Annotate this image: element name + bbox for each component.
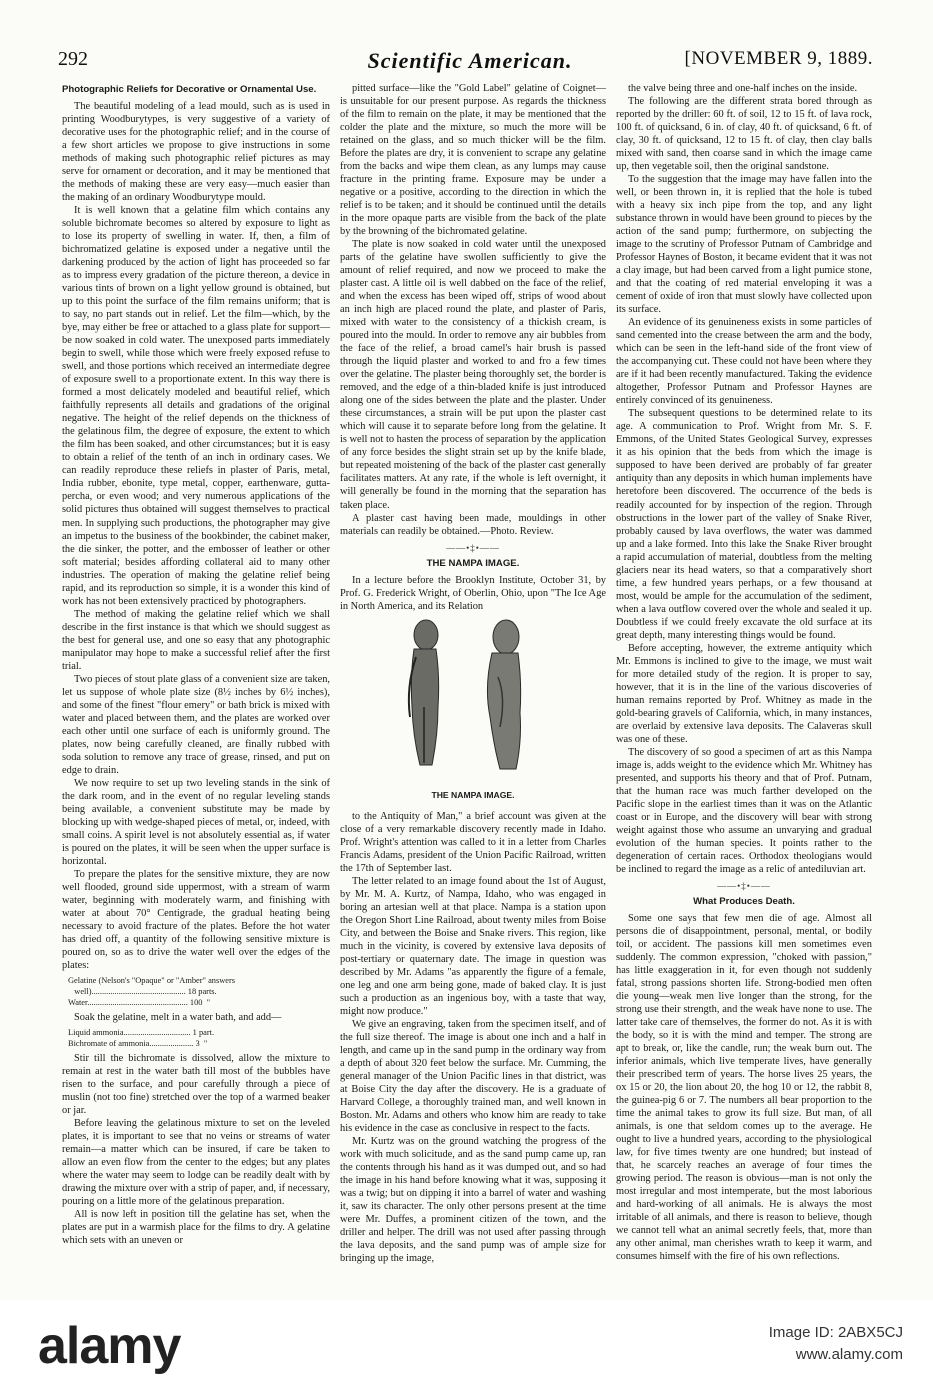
paragraph: The method of making the gelatine relief which we shall describe in the first instance is that which we should suggest as the best for general use, and one so easy that any photographic manipulator may hope to make a successful relief after the first trial. [62,608,330,672]
image-id-label: Image ID: 2ABX5CJ [768,1324,903,1341]
paragraph: Before accepting, however, the extreme antiquity which Mr. Emmons is inclined to give to the image, we must wait for more detailed study of the region. It is proper to say, however, that it is in the line of the various discoveries of human remains reported by Prof. Whitney as made in the gold-bearing gravels of California, which, in many instances, are overlaid by extensive lava deposits. The Calaveras skull was one of these. [616,642,872,745]
paragraph: Stir till the bichromate is dissolved, allow the mixture to remain at rest in the water bath till most of the bubbles have risen to the surface, and pour carefully through a piece of muslin (not too fine) stretched over the top of a warmed beaker or jar. [62,1053,330,1117]
article-heading-photographic-reliefs: Photographic Reliefs for Decorative or Ornamental Use. [62,84,317,95]
paragraph: An evidence of its genuineness exists in some particles of sand cemented into the crease between the arm and the body, which can be seen in the left-hand side of the front view of the accompanying cut. These could not have been where they are if it had been recently manufactured. Taking the evidence altogether, Professor Putnam and Professor Haynes are entirely convinced of its genuineness. [616,317,872,407]
stock-watermark-bar [0,1300,933,1390]
paragraph: It is well known that a gelatine film which contains any soluble bichromate becomes so altered by exposure to light as to lose its property of swelling in water. If, then, a film of bichromatized gelatine is exposed under a negative until the darkening produced by the action of light has proceeded so far as to impress every gradation of the picture thereon, a device in various tints of brown on a light yellow ground is obtained, but up to this point the surface of the film remains uniform; that is to say, no part stands out in relief. Let the film—which, by the bye, may either be free or attached to a glass plate for support—be now soaked in cold water. The unexposed parts immediately begin to swell, while those which were freely exposed refuse to swell, and those portions which received an intermediate degree of exposure swell to a proportionate extent. In this way there is formed a most delicately modeled and beautiful relief, which faithfully represents all details and gradations of the original negative. The height of the relief depends on the thickness of the gelatinous film, the degree of exposure, the extent to which the film has been soaked, and other circumstances; but it is easy to obtain a relief of the tenth of an inch in ordinary cases. We can readily reproduce these reliefs in plaster of Paris, metal, India rubber, ebonite, type metal, copper, earthenware, gutta-percha, or even wood; and very numerous applications of the solid pictures thus obtained will suggest themselves to practical men. In supplying such productions, the photographer may give an impetus to the business of the bookbinder, the cabinet maker, the die sinker, the potter, and the embosser of leather or other soft material; besides affording collateral aid to many other industries. The operation of making the gelatine relief being rapid, and its reproduction so simple, it is a wonder this kind of work has not been extensively practiced by photographers. [62,205,330,607]
figurine-front-view [409,620,439,765]
paragraph: the valve being three and one-half inches on the inside. [628,83,858,94]
formula-line: Liquid ammonia................................ 1 part. [68,1028,215,1038]
figure-caption: THE NAMPA IMAGE. [431,789,515,800]
column-2 [340,82,606,1265]
paragraph: to the Antiquity of Man," a brief account was given at the close of a very remarkable discovery recently made in Idaho. Prof. Wright's attention was called to it in a letter from Charles Francis Adams, president of the Union Pacific Railroad, written the 17th of September last. [340,810,606,874]
paragraph: A plaster cast having been made, mouldings in other materials can readily be obtained.—Photo. Review. [340,512,606,537]
watermark-info [769,1322,903,1366]
formula-line: well)............................................. 18 parts. [68,987,217,997]
paragraph: Mr. Kurtz was on the ground watching the progress of the work with much solicitude, and as the sand pump came up, ran the contents through his hand as it was dumped out, and so had the image in his hand before knowing what it was, supposing it was a twig; but on dipping it into a barrel of water and washing it, saw its character. The only other persons present at the time were Mr. Duffes, a prominent citizen of the town, and the driller and helper. The drill was not used after passing through the lava deposits, and the sand pump was of ample size for bringing up the image, [340,1136,606,1265]
alamy-logo: alamy [38,1317,181,1375]
paragraph: The subsequent questions to be determined relate to its age. A communication to Prof. Wright from Mr. S. F. Emmons, of the United States Geological Survey, expresses it as his opinion that the beds from which the image is supposed to have been derived are probably of far greater antiquity than any deposits in which human implements have heretofore been discovered. The occurrence of the beds is readily accounted for by inspection of the region. Through obstructions in the lower part of the valley of Snake River, probably caused by lava overflows, the water was dammed up and a lake formed. Into this lake the Snake River brought a rapid accumulation of material, doubtless from the melting glaciers near its head waters, so that a comparatively short time, a few hundred years perhaps, or a few thousand at most, would be ample for the accumulation of the sediment, when a lava outflow covered over the whole and sealed it up. Doubtless if we could freely excavate the old surface at its great depth, many interesting things would be found. [616,408,872,641]
formula-line: Gelatine (Nelson's "Opaque" or "Amber" answers [68,976,236,986]
site-url: www.alamy.com [795,1346,903,1363]
issue-date: [NOVEMBER 9, 1889. [684,48,873,69]
paragraph: To the suggestion that the image may have fallen into the well, or been thrown in, it is replied that the hole is tubed with a heavy six inch pipe from the top, and any light substance thrown in would have been ground to pieces by the action of the sand pump; furthermore, on subjecting the image to the scrutiny of Professor Putnam of Cambridge and Professor Haynes of Boston, it became evident that it was not a clay image, but had been carved from a light pumice stone, and that the coating of red material enveloping it was a cement of oxide of iron that must slowly have collected upon its surface. [616,174,872,316]
paragraph: All is now left in position till the gelatine has set, when the plates are put in a warmish place for the films to dry. A gelatine which sets with an uneven or [62,1209,330,1247]
page-number: 292 [58,48,88,70]
column-3 [616,82,872,1263]
paragraph: Soak the gelatine, melt in a water bath, and add— [74,1012,282,1024]
paragraph: The discovery of so good a specimen of art as this Nampa image is, adds weight to the evidence which Mr. Whitney has presented, and supports his theory and that of Prof. Putnam, that the human race was much farther developed on the Pacific slope in the earliest times than it was on the Atlantic coast or in Europe, and the discovery will bear with strong weight against those who assume an unvarying and gradual evolution of the human species. It points rather to the degeneration of certain races. Orthodox theologians would be inclined to regard the image as a relic of antediluvian art. [616,746,872,875]
paragraph: We give an engraving, taken from the specimen itself, and of the full size thereof. The image is about one inch and a half in length, and came up in the sand pump in the ordinary way from a depth of about 320 feet below the surface. Mr. Cumming, the general manager of the Union Pacific lines in that district, was at Boise City the day after the discovery. He is a graduate of Harvard College, a thoroughly trained man, and well known in Boston. Mr. Adams and others who know him are ready to take his evidence in the case as conclusive in respect to the facts. [340,1018,606,1134]
paragraph: pitted surface—like the "Gold Label" gelatine of Coignet—is unsuitable for our present purpose. As regards the thickness of the film to remain on the plate, it may be mentioned that the colder the plate and the mixture, so much the more will be retained on the glass, and so much thicker will be the film. Before the plates are dry, it is convenient to scrape any gelatine from the backs and wipe them clean, as any lumps may cause fracture in the printing frame. Exposure may be under a negative or a positive, according to the direction in which the relief is to be taken; and it should be continued until the details in the more opaque parts are visible from the back of the plate by the browning of the bichromated gelatine. [340,83,606,238]
paragraph: Before leaving the gelatinous mixture to set on the leveled plates, it is important to see that no veins or streams of water remain—a matter which can be insured, if care be taken to allow an even flow from the center to the edges; but any plates where the water may seem to lodge can be readily dealt with by drawing the mixture over with a strip of paper, and, if necessary, pouring on a little more of the gelatinous preparation. [62,1118,330,1208]
masthead-title: Scientific American. [367,48,573,73]
paragraph: The beautiful modeling of a lead mould, such as is used in printing Woodburytypes, is very suggestive of a variety of decorative uses for the photographic relief; and in the course of a few short articles we propose to give instructions in some methods of making such photographic relief pictures as may serve for ornament or decoration, and it may be mentioned that the methods of making these are very easy—much easier than the making of an ordinary Woodburytype mould. [62,101,330,204]
column-1 [62,82,330,1247]
article-heading-nampa-image: THE NAMPA IMAGE. [426,557,520,569]
section-divider: ——•‡•—— [717,880,771,891]
paragraph: In a lecture before the Brooklyn Institute, October 31, by Prof. G. Frederick Wright, of Oberlin, Ohio, upon "The Ice Age in North America, and its Relation [340,574,606,612]
paragraph: Two pieces of stout plate glass of a convenient size are taken, let us suppose of whole plate size (8½ inches by 6½ inches), and some of the finest "flour emery" or bath brick is mixed with water and placed between them, and the plates are worked over each other until one surface of each is uniformly ground. The plates, now being carefully cleaned, are finally rubbed with soda solution to remove any trace of grease, rinsed, and put on edge to drain. [62,673,330,776]
paragraph: To prepare the plates for the sensitive mixture, they are now well flooded, ground side uppermost, with a stream of warm water, beginning with moderately warm, and finishing with water at about 70° Centigrade, the gradual heating being necessary to avoid fracture of the plates. Before the hot water has dried off, a quantity of the following sensitive mixture is poured on, so as to drive the water well over the edges of the plates: [62,868,330,972]
paragraph: The letter related to an image found about the 1st of August, by Mr. M. A. Kurtz, of Nampa, Idaho, who was engaged in boring an artesian well at that place. Nampa is a station upon the Oregon Short Line Railroad, about twenty miles from Boise City, and between the Boise and Snake rivers. This region, like much in the vicinity, is covered by extensive lava deposits of post-tertiary or quaternary date. The image in question was described by Mr. Adams "as apparently the figure of a female, one leg and one arm being gone, made of baked clay. It is just such a production as an ingenious boy, with a taste that way, might now produce." [340,875,606,1017]
article-heading-what-produces-death: What Produces Death. [693,895,795,907]
paragraph: Some one says that few men die of age. Almost all persons die of disappointment, personal, mental, or bodily toil, or accident. The passions kill men sometimes even suddenly. The common expression, "choked with passion," has little exaggeration in it, for even though not suddenly fatal, strong passions shorten life. Strong-bodied men often die young—weak men live longer than the strong, for the strong use their strength, and the weak have none to use. The latter take care of themselves, the former do not. As it is with the body, so it is with the mind and temper. The strong are apt to break, or, like the candle, run; the weak burn out. The inferior animals, which live temperate lives, have generally their prescribed term of years. The horse lives 25 years, the ox 15 or 20, the lion about 20, the hog 10 or 12, the rabbit 8, the guinea-pig 6 or 7. The numbers all bear proportion to the time the animal takes to grow its full size. But man, of all animals, is one that seldom comes up to the average. He ought to live a hundred years, according to the physiological law, for five times twenty are one hundred; but instead of that, he scarcely reaches an average of four times the growing period. The reason is obvious—man is not only the most irregular and most intemperate, but the most laborious and hard-working of all animals. He is always the most irritable of all animals, and there is reason to believe, though we cannot tell what an animal secretly feels, that, more than any other animal, man cherishes wrath to keep it warm, and consumes himself with the fire of his own reflections. [616,912,872,1263]
formula-ammonia [62,1027,330,1049]
formula-gelatine [62,975,330,1008]
nampa-figurine-illustration [380,617,560,785]
nampa-image-engraving [340,617,606,787]
figurine-side-view [487,620,520,769]
paragraph: We now require to set up two leveling stands in the sink of the dark room, and in the event of no regular leveling stands being available, a convenient substitute may be made by blocking up with wedge-shaped pieces of metal, or, indeed, with small coins. A spirit level is not absolutely essential as, if water is poured on the plates, it will be seen when the upper surface is horizontal. [62,777,330,867]
formula-line: Water................................................ 100 " [68,998,211,1008]
section-divider: ——•‡•—— [446,542,500,553]
paragraph: The following are the different strata bored through as reported by the driller: 60 ft. of soil, 12 to 15 ft. of lava rock, 100 ft. of quicksand, 6 in. of clay, 40 ft. of quicksand, 6 ft. of clay, 30 ft. of quicksand, 12 to 15 ft. of clay, then clay balls mixed with sand, then coarse sand in which the image came up, then vegetable soil, then the original sandstone. [616,96,872,173]
paragraph: The plate is now soaked in cold water until the unexposed parts of the gelatine have swollen sufficiently to give the amount of relief required, and now we proceed to make the plaster cast. A little oil is well dabbed on the face of the relief, and when the excess has been wiped off, strips of wood about an inch high are placed round the plate, and plaster of Paris, mixed with water to the consistency of a thickish cream, is poured into the mould. In order to remove any air bubbles from the face of the relief, a broad camel's hair brush is passed through the liquid plaster and worked to and fro a few times over the gelatine. The plaster being thoroughly set, the border is removed, and the edge of a thin-bladed knife is just introduced along one of the sides between the plate and the plaster. Under these circumstances, a strain will be put upon the plaster cast which will cause it to separate before long from the gelatine. It is well not to hasten the process of separation by the application of any force besides the slight strain set up by the knife blade, but repeated moistening of the back of the plaster cast generally facilitates matters. At any rate, if the whole is left overnight, it will generally be found in the morning that the separation has taken place. [340,239,606,511]
formula-line: Bichromate of ammonia..................... 3 " [68,1039,208,1049]
